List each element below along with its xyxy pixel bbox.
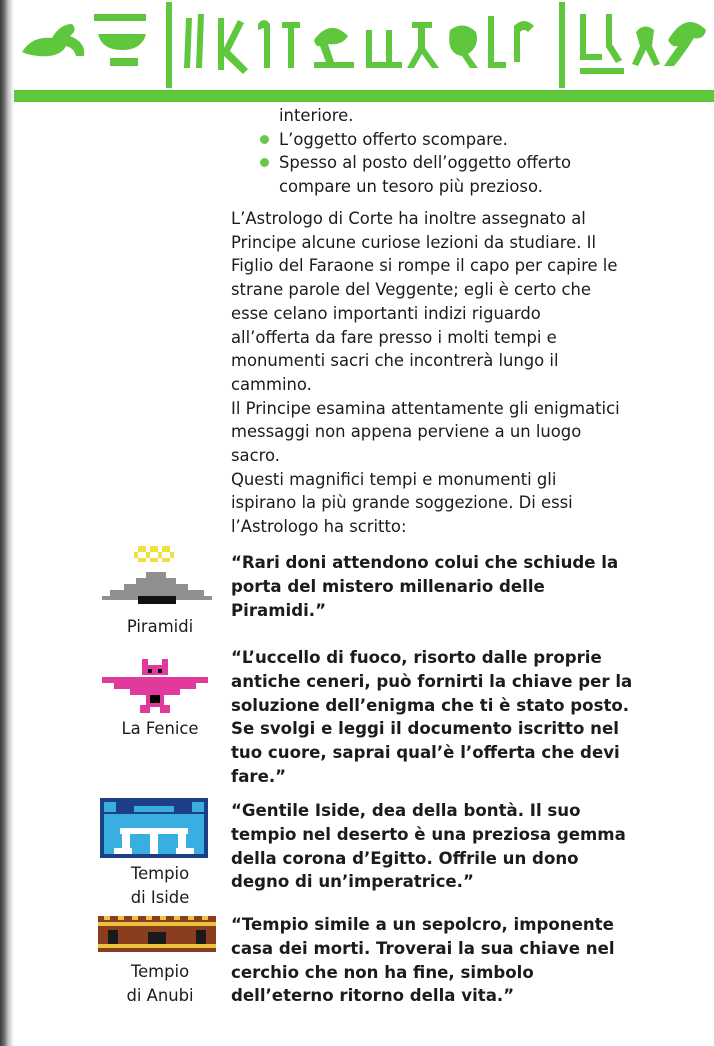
quote-line: cerchio che non ha fine, simbolo xyxy=(231,962,534,982)
paragraph-line: Figlio del Faraone si rompe il capo per capire le xyxy=(231,256,618,276)
caption-line: di Iside xyxy=(130,887,190,907)
paragraph-line: monumenti sacri che incontrerà lungo il xyxy=(231,351,559,371)
bullet-line: L’oggetto offerto scompare. xyxy=(279,129,508,149)
paragraph-line: esse celano importanti indizi riguardo xyxy=(231,303,541,323)
quote-anubi xyxy=(231,913,641,1008)
paragraph-line: l’Astrologo ha scritto: xyxy=(231,517,407,537)
paragraph-line: messaggi non appena perviene a un luogo xyxy=(231,422,582,442)
quote-line: tempio nel deserto è una preziosa gemma xyxy=(231,824,626,844)
paragraph-line: sacro. xyxy=(231,446,280,466)
temple-of-isis-icon xyxy=(98,796,210,860)
temple-of-anubis-icon xyxy=(96,914,218,954)
body-paragraph xyxy=(231,207,641,539)
page-spine-shadow xyxy=(0,0,14,1046)
bullet-item xyxy=(231,128,641,152)
quote-line: Piramidi.” xyxy=(231,600,326,620)
phoenix-icon xyxy=(100,659,210,715)
quote-line: tuo cuore, saprai qual’è l’offerta che devi xyxy=(231,743,620,763)
bullet-line: Spesso al posto dell’oggetto offerto xyxy=(279,153,572,172)
bullet-line: compare un tesoro più prezioso. xyxy=(279,176,543,196)
continuation-text: interiore. xyxy=(279,106,354,125)
caption-line: Tempio xyxy=(130,864,190,883)
quote-fenice xyxy=(231,646,641,789)
caption-piramidi xyxy=(60,615,260,639)
bullet-item xyxy=(231,151,641,198)
quote-line: antiche ceneri, può fornirti la chiave per la xyxy=(231,671,633,691)
paragraph-line: cammino. xyxy=(231,374,312,394)
quote-line: “L’uccello di fuoco, risorto dalle proprie xyxy=(231,648,602,667)
caption-line: La Fenice xyxy=(121,719,199,738)
quote-line: casa dei morti. Troverai la sua chiave nel xyxy=(231,938,615,958)
quote-iside xyxy=(231,799,641,894)
caption-line: di Anubi xyxy=(126,985,194,1005)
quote-line: fare.” xyxy=(231,766,287,786)
paragraph-line: all’offerta da fare presso i molti tempi e xyxy=(231,327,557,347)
paragraph-line: Principe alcune curiose lezioni da studiare. Il xyxy=(231,232,597,252)
intro-block xyxy=(231,104,641,198)
quote-line: “Tempio simile a un sepolcro, imponente xyxy=(231,915,614,934)
pyramid-icon xyxy=(100,544,220,606)
quote-line: porta del mistero millenario delle xyxy=(231,576,545,596)
quote-line: degno di un’imperatrice.” xyxy=(231,872,474,892)
paragraph-line: Il Principe esamina attentamente gli enigmatici xyxy=(231,398,620,418)
quote-line: Se svolgi e leggi il documento iscritto nel xyxy=(231,719,619,739)
paragraph-line: Questi magnifici tempi e monumenti gli xyxy=(231,469,557,489)
caption-fenice xyxy=(60,717,260,741)
quote-line: “Gentile Iside, dea della bontà. Il suo xyxy=(231,801,581,820)
paragraph-line: strane parole del Veggente; egli è certo che xyxy=(231,280,592,300)
quote-line: soluzione dell’enigma che ti è stato posto. xyxy=(231,695,630,715)
quote-line: della corona d’Egitto. Offrile un dono xyxy=(231,848,579,868)
caption-line: Piramidi xyxy=(126,617,194,636)
paragraph-line: L’Astrologo di Corte ha inoltre assegnato al xyxy=(231,209,586,228)
quote-line: “Rari doni attendono colui che schiude la xyxy=(231,553,619,572)
quote-piramidi xyxy=(231,551,641,622)
hieroglyph-banner-icon xyxy=(14,0,714,92)
hieroglyph-banner xyxy=(14,0,714,103)
banner-rule xyxy=(14,90,714,102)
paragraph-line: ispirano la più grande soggezione. Di essi xyxy=(231,493,573,513)
caption-line: Tempio xyxy=(130,962,190,981)
quote-line: dell’eterno ritorno della vita.” xyxy=(231,986,515,1006)
caption-anubi xyxy=(60,960,260,1007)
caption-iside xyxy=(60,862,260,909)
